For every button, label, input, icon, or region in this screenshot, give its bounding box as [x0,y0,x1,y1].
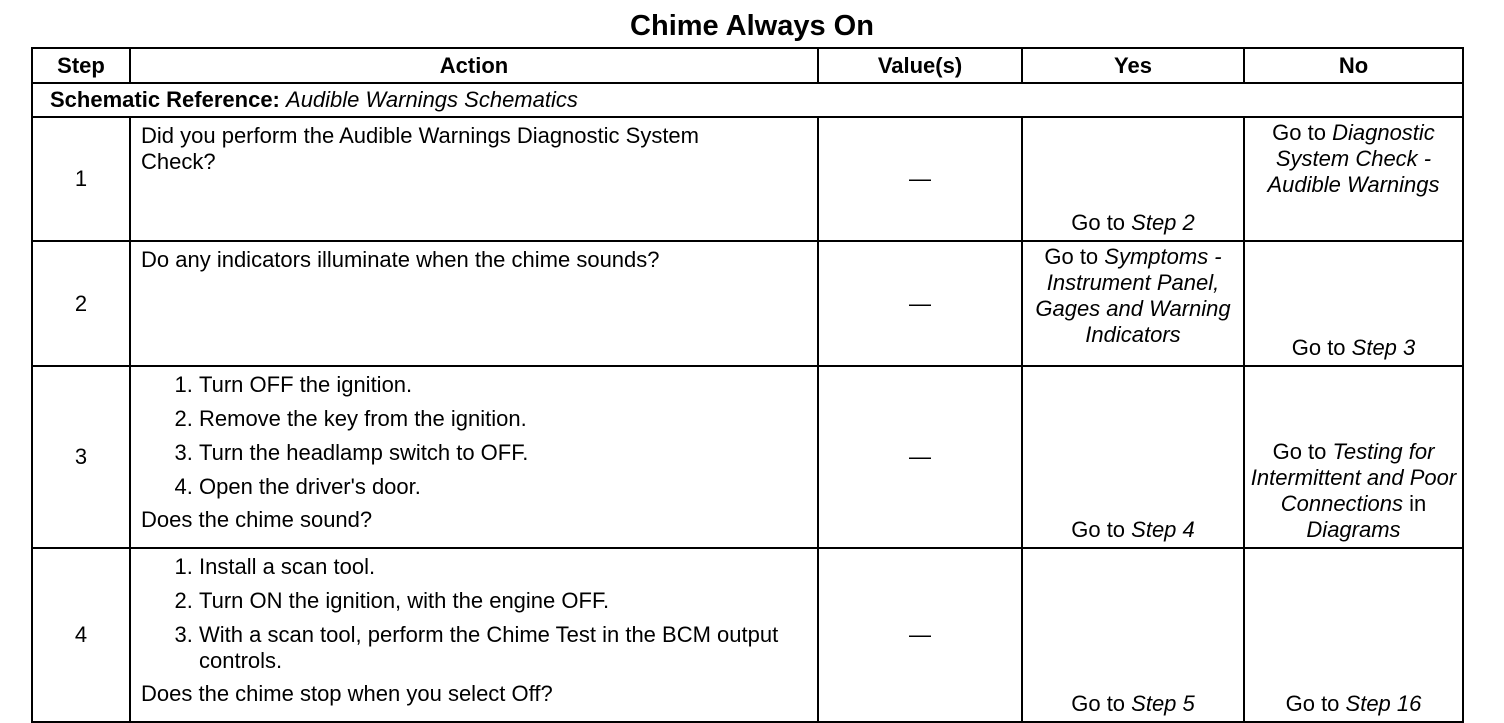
no-cell [1244,548,1463,722]
schematic-reference-label: Schematic Reference: [50,87,280,112]
yes-cell [1022,366,1244,548]
header-step: Step [32,48,130,83]
yes-cell [1022,241,1244,366]
header-no: No [1244,48,1463,83]
step-number: 2 [32,241,130,366]
yes-cell [1022,548,1244,722]
schematic-reference-link[interactable]: Audible Warnings Schematics [286,87,578,112]
action-cell [130,548,818,722]
action-cell [130,366,818,548]
diagnostic-table [31,47,1464,723]
no-prefix: Go to [1272,120,1333,145]
header-row [32,48,1463,83]
yes-prefix: Go to [1044,244,1105,269]
header-values: Value(s) [818,48,1022,83]
yes-link[interactable]: Step 4 [1131,517,1195,542]
no-prefix: Go to [1272,439,1333,464]
step-number: 4 [32,548,130,722]
yes-link[interactable]: Symptoms - Instrument Panel, Gages and Warning Indicators [1035,244,1231,347]
no-prefix: Go to [1291,335,1352,360]
no-cell [1244,241,1463,366]
no-link[interactable]: Diagnostic System Check - Audible Warnings [1267,120,1440,197]
substep-item: 1. Install a scan tool. [199,554,807,580]
no-link[interactable]: Step 3 [1351,335,1416,360]
table-row [32,117,1463,241]
schematic-reference-row [32,83,1463,117]
yes-link[interactable]: Step 5 [1131,691,1195,716]
page-title: Chime Always On [630,10,874,42]
step-number: 3 [32,366,130,548]
value-cell: — [818,548,1022,722]
step-number: 1 [32,117,130,241]
action-question: Does the chime sound? [141,507,373,532]
substep-list [141,372,807,500]
no-cell [1244,117,1463,241]
table-row [32,366,1463,548]
substep-item: 3. With a scan tool, perform the Chime Test in the BCM output controls. [199,622,799,674]
value-cell: — [818,117,1022,241]
value-cell: — [818,366,1022,548]
action-question: Did you perform the Audible Warnings Diagnostic System Check? [141,123,699,174]
substep-item: 4. Open the driver's door. [199,474,807,500]
substep-item: 3. Turn the headlamp switch to OFF. [199,440,807,466]
header-action: Action [130,48,818,83]
yes-prefix: Go to [1071,517,1132,542]
no-link[interactable]: Step 16 [1345,691,1422,716]
yes-prefix: Go to [1071,210,1132,235]
header-yes: Yes [1022,48,1244,83]
yes-link[interactable]: Step 2 [1131,210,1195,235]
action-cell [130,241,818,366]
substep-item: 2. Remove the key from the ignition. [199,406,807,432]
no-cell [1244,366,1463,548]
substep-item: 2. Turn ON the ignition, with the engine OFF. [199,588,807,614]
no-prefix: Go to [1285,691,1346,716]
action-cell [130,117,818,241]
table-row [32,548,1463,722]
action-question: Does the chime stop when you select Off? [141,681,553,706]
action-question: Do any indicators illuminate when the chime sounds? [141,247,660,272]
substep-item: 1. Turn OFF the ignition. [199,372,807,398]
substep-list [141,554,807,674]
yes-cell [1022,117,1244,241]
table-row [32,241,1463,366]
value-cell: — [818,241,1022,366]
yes-prefix: Go to [1071,691,1132,716]
no-link[interactable]: Testing for Intermittent and Poor Connections [1250,439,1457,516]
no-link-2[interactable]: Diagrams [1306,517,1401,542]
no-mid: in [1403,491,1427,516]
schematic-reference [32,83,1463,117]
